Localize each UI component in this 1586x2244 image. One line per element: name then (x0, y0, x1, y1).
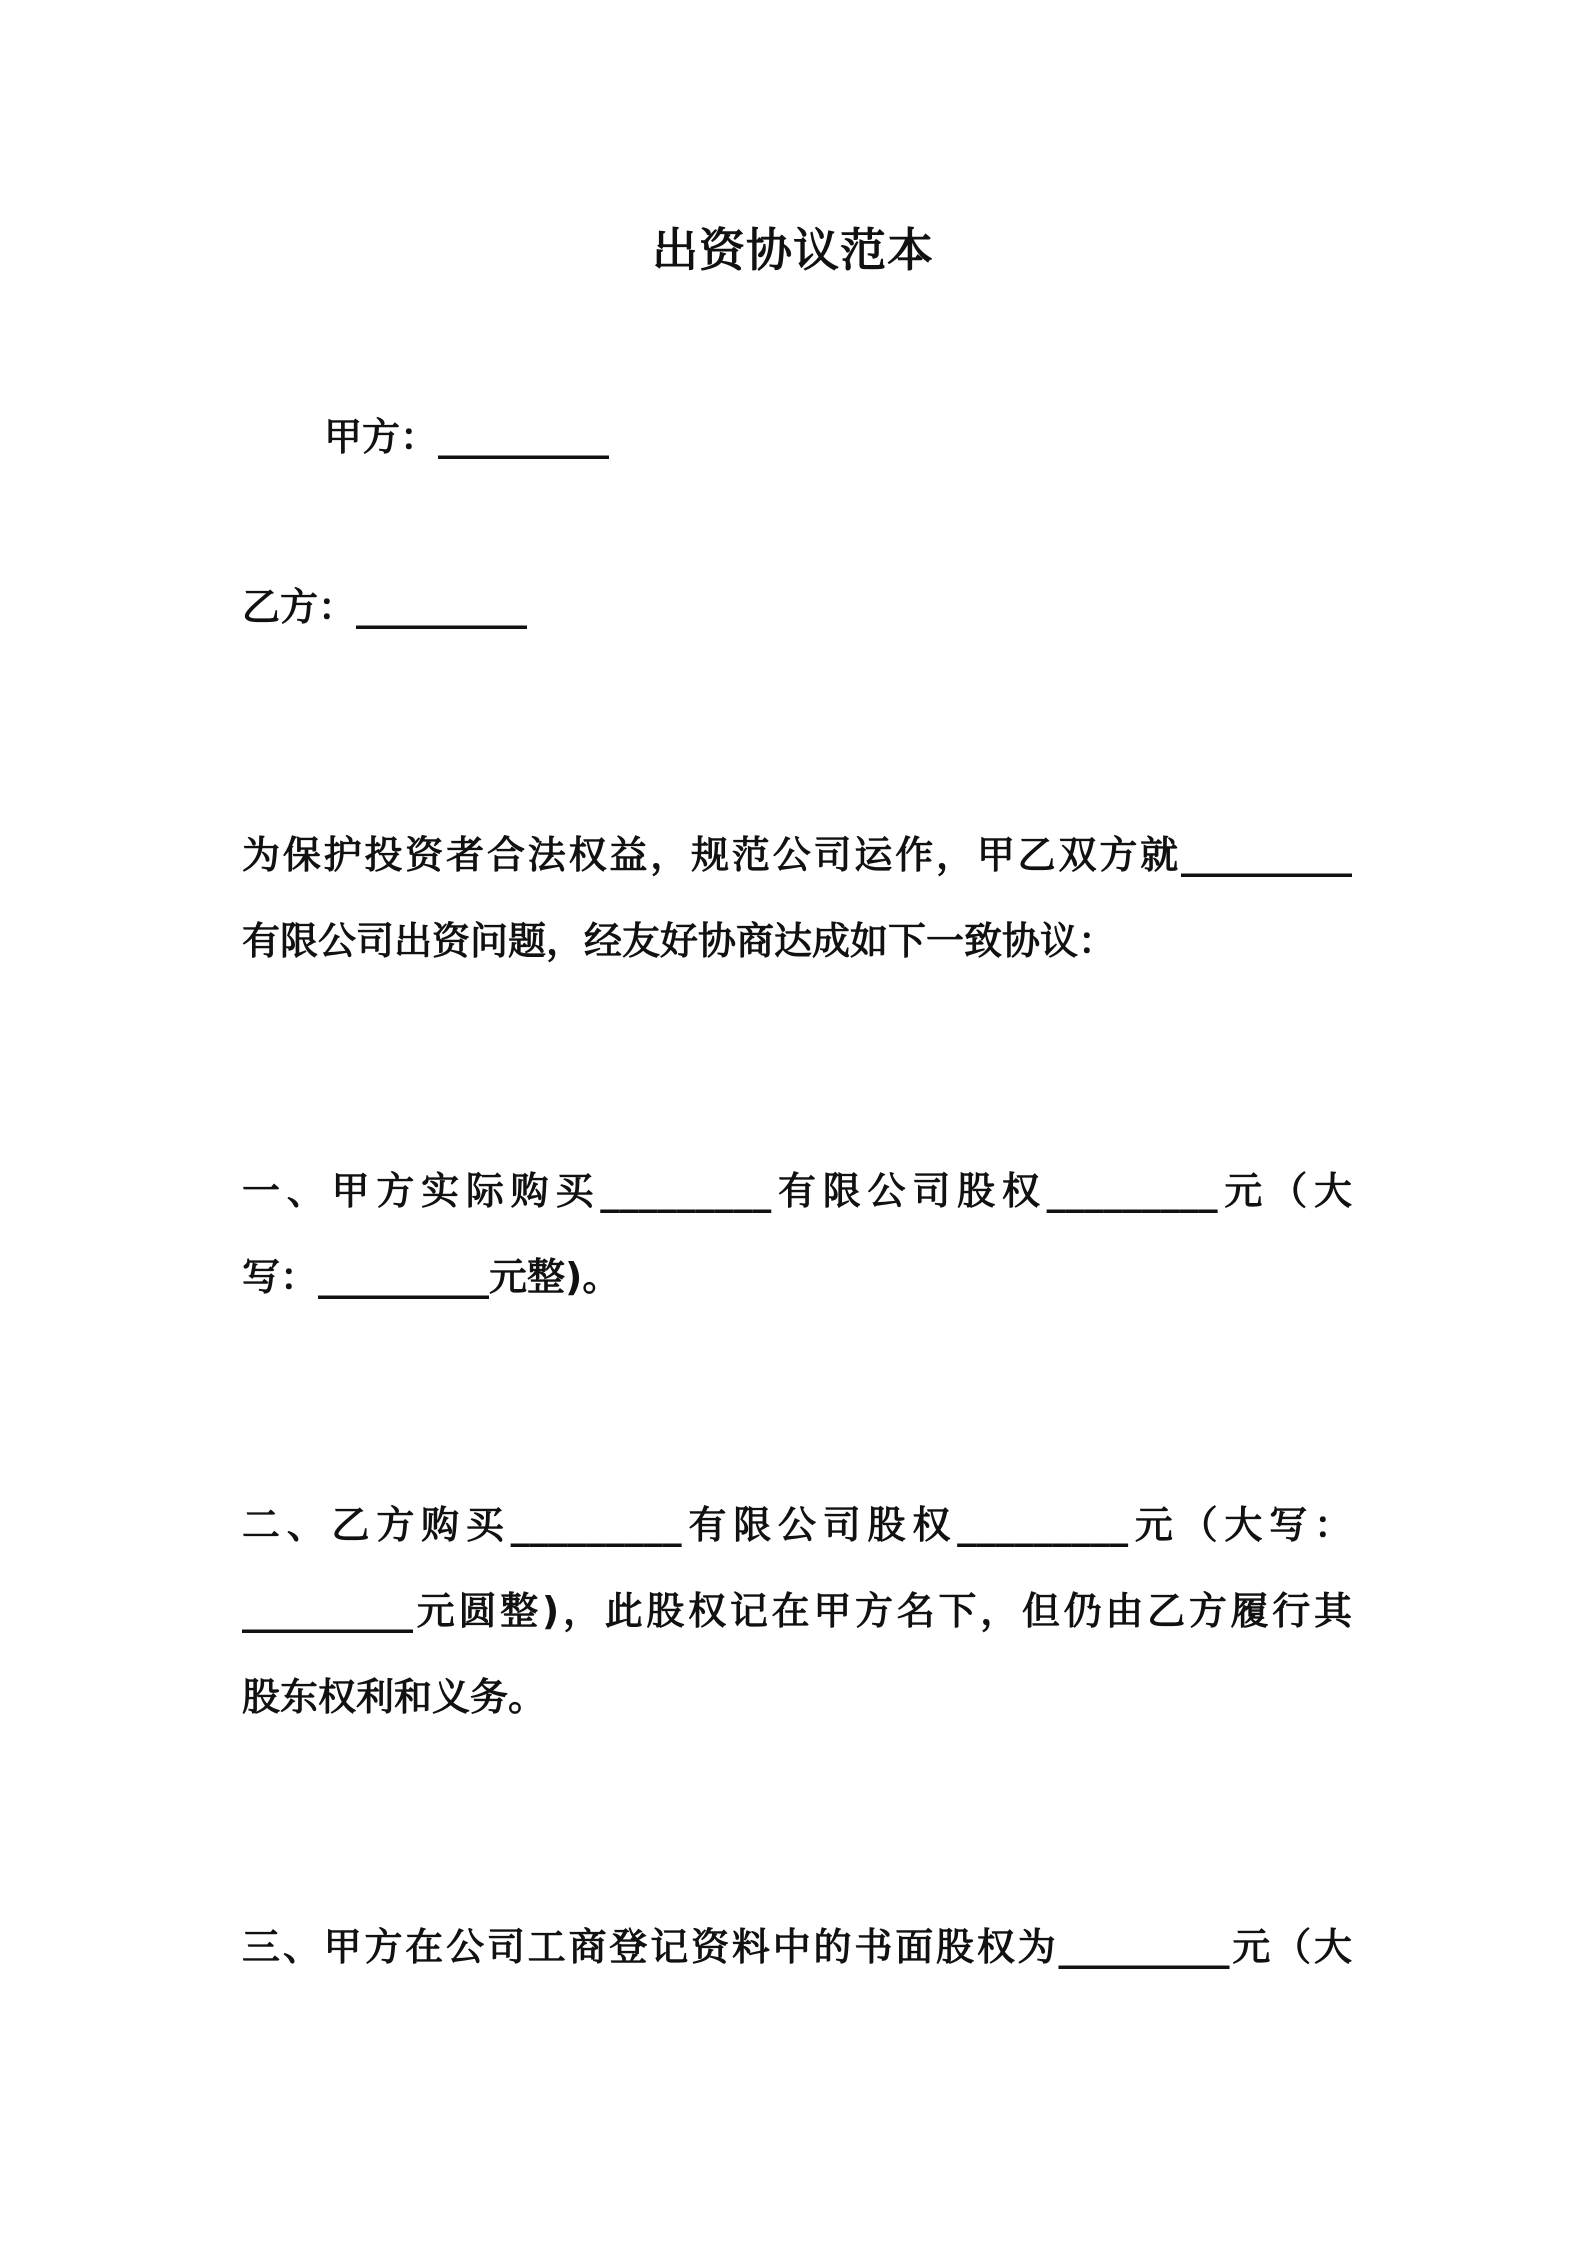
clause-2-line-1: 二、乙方购买_________有限公司股权_________元（大写： (242, 1503, 1352, 1547)
clause-2-line-2: _________元圆整)，此股权记在甲方名下，但仍由乙方履行其 (242, 1589, 1352, 1633)
document-title: 出资协议范本 (652, 223, 934, 277)
party-b-line: 乙方：_________ (242, 585, 528, 629)
party-a-line: 甲方：_________ (324, 415, 610, 459)
preamble-line-2: 有限公司出资问题，经友好协商达成如下一致协议： (242, 919, 1117, 963)
clause-3-line-1: 三、甲方在公司工商登记资料中的书面股权为_________元（大 (242, 1925, 1352, 1969)
clause-1-line-2: 写：_________元整)。 (242, 1255, 621, 1299)
clause-2-line-3: 股东权利和义务。 (242, 1675, 547, 1719)
clause-1-line-1: 一、甲方实际购买_________有限公司股权_________元（大 (242, 1169, 1352, 1213)
preamble-line-1: 为保护投资者合法权益，规范公司运作，甲乙双方就_________ (242, 833, 1352, 877)
